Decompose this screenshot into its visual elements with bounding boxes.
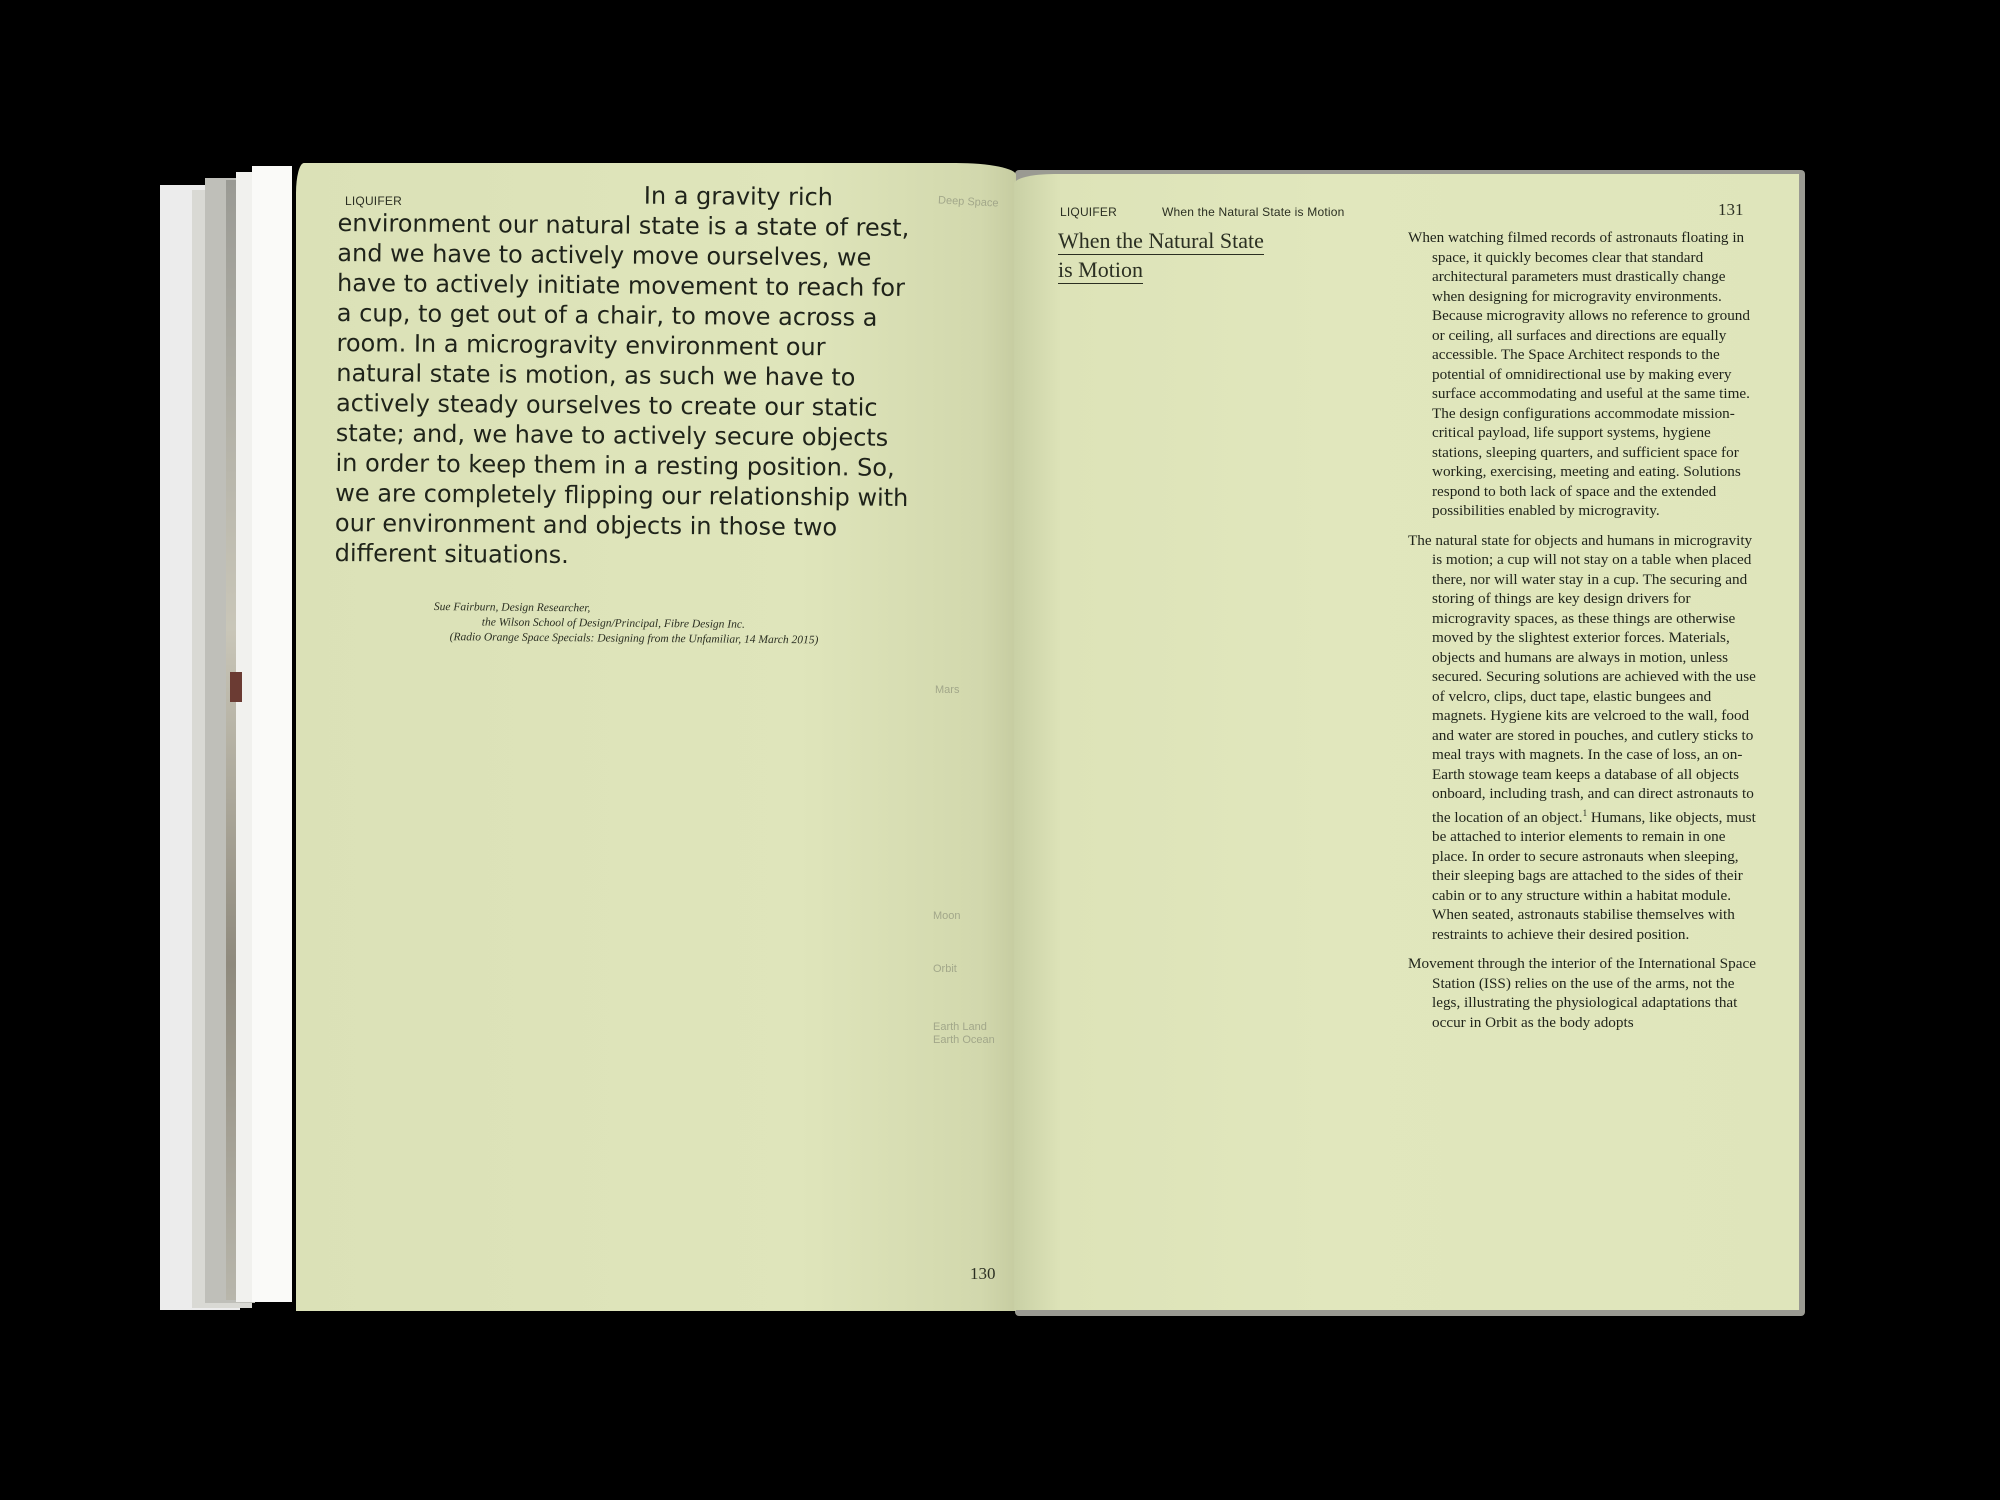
pull-quote-first-line: In a gravity rich [643,181,834,212]
body-paragraph: When watching filmed records of astronauts floating in space, it quickly becomes clear that standard architectural parameters must drastically change when designing for microgravity environments. Because microgravity allows no reference to ground or ceiling, all surfaces and directions are equally accessible. The Space Architect responds to the potential of omnidirectional use by making every surface accommodating and useful at the same time. The design configurations accommodate mission-critical payload, life support systems, hygiene stations, sleeping quarters, and sufficient space for working, exercising, meeting and eating. Solutions respond to both lack of space and the extended possibilities enabled by microgravity. [1408,229,1750,519]
page-stack-edge [252,166,292,1302]
right-page-number: 131 [1718,200,1744,219]
footnote-marker: 1 [1582,807,1588,818]
attribution-line: Sue Fairburn, Design Researcher, [433,601,591,615]
scale-label-orbit: Orbit [933,963,957,975]
article-title [1058,226,1348,284]
body-paragraph-text: Humans, like objects, must be attached to interior elements to remain in one place. In order to secure astronauts when sleeping, their sleeping bags are attached to the sides of their cabin or to any structure within a habitat module. When seated, astronauts stabilise themselves with restraints to achieve their desired position. [1432,808,1756,943]
quote-attribution [430,600,819,648]
scale-label-mars: Mars [935,684,960,696]
scale-label-earth-ocean: Earth Ocean [933,1034,995,1046]
left-running-head: LIQUIFER [345,194,402,208]
left-page-number: 130 [970,1264,996,1283]
body-paragraph: Movement through the interior of the International Space Station (ISS) relies on the use of the arms, not the legs, illustrating the physiological adaptations that occur in Orbit as the body adopts [1408,955,1756,1031]
body-paragraph [1408,531,1760,945]
attribution-line: the Wilson School of Design/Principal, Fibre Design Inc. [481,616,745,631]
scale-label-moon: Moon [933,910,961,922]
right-running-head-title: When the Natural State is Motion [1162,205,1345,219]
attribution-line: (Radio Orange Space Specials: Designing from the Unfamiliar, 14 March 2015) [449,631,819,647]
scale-label-earth-land: Earth Land [933,1021,987,1033]
article-title-line: is Motion [1058,257,1143,282]
article-title-line: When the Natural State [1058,228,1264,253]
right-running-head: LIQUIFER [1060,205,1117,219]
page-stack-mark [230,672,242,702]
scale-label-deep-space: Deep Space [937,194,999,210]
page-stack-image-edge [226,180,236,1300]
pull-quote [335,178,918,573]
pull-quote-body: environment our natural state is a state of rest, and we have to actively move ourselves, we have to actively initiate movement to reach for a cup, to get out of a chair, to move across a room. In a microgravity environment our natural state is motion, as such we have to actively steady ourselves to create our static state; and, we have to actively secure objects in order to keep them in a resting position. So, we are completely flipping our relationship with our environment and objects in those two different situations. [334,208,910,570]
body-paragraph-text: The natural state for objects and humans in microgravity is motion; a cup will not stay on a table when placed there, nor will water stay in a cup. The securing and storing of things are key design drivers for microgravity spaces, as these things are otherwise moved by the slightest exterior forces. Materials, objects and humans are always in motion, unless secured. Securing solutions are achieved with the use of velcro, clips, duct tape, elastic bungees and magnets. Hygiene kits are velcroed to the wall, food and water are stored in pouches, and cutlery sticks to meal trays with magnets. In the case of loss, an on-Earth stowage team keeps a database of all objects onboard, including trash, and can direct astronauts to the location of an object. [1408,531,1756,826]
article-body [1408,228,1760,1042]
